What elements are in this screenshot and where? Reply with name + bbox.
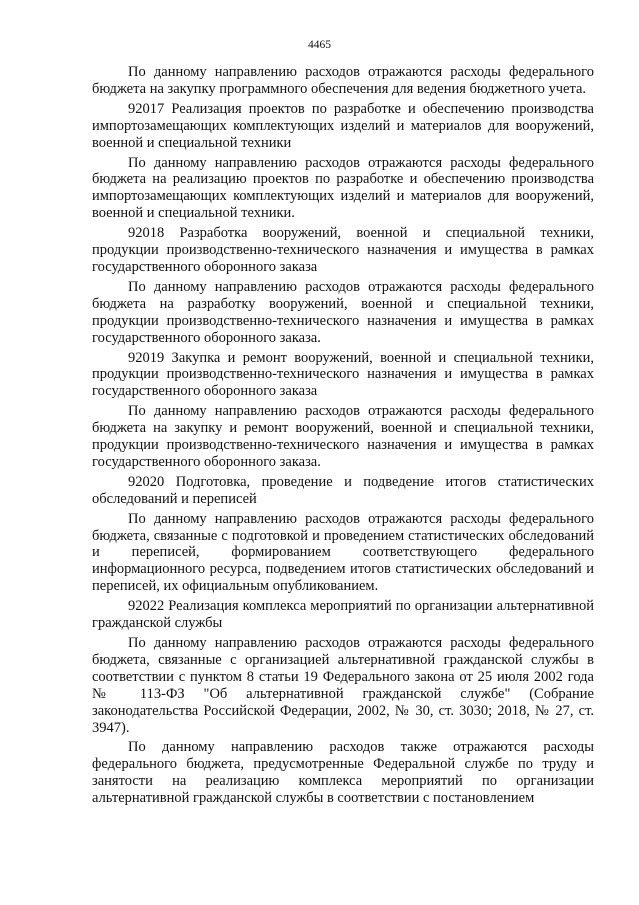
paragraph-expense-description: По данному направлению расходов также отражаются расходы федерального бюджета, предусмотренные Федеральной службе по труду и занятости на реализацию комплекса мероприятий по организации альтернативной гражданской службы в соответствии с постановлением [92, 739, 594, 807]
paragraph-code-heading: 92017 Реализация проектов по разработке и обеспечению производства импортозамещающих комплектующих изделий и материалов для вооружений, военной и специальной техники [92, 100, 594, 151]
paragraph-expense-description: По данному направлению расходов отражаются расходы федерального бюджета на закупку программного обеспечения для ведения бюджетного учета. [92, 64, 594, 97]
paragraph-expense-description: По данному направлению расходов отражаются расходы федерального бюджета, связанные с подготовкой и проведением статистических обследований и переписей, формированием соответствующего федерального информационного ресурса, подведением итогов статистических обследований и переписей, их официальным опубликованием. [92, 510, 594, 595]
paragraph-expense-description: По данному направлению расходов отражаются расходы федерального бюджета на разработку вооружений, военной и специальной техники, продукции производственно-технического назначения и имущества в рамках государственного оборонного заказа. [92, 278, 594, 346]
paragraph-expense-description: По данному направлению расходов отражаются расходы федерального бюджета на закупку и ремонт вооружений, военной и специальной техники, продукции производственно-технического назначения и имущества в рамках государственного оборонного заказа. [92, 403, 594, 470]
paragraph-code-heading: 92019 Закупка и ремонт вооружений, военной и специальной техники, продукции производственно-технического назначения и имущества в рамках государственного оборонного заказа [92, 349, 594, 400]
page-number: 4465 [308, 39, 331, 51]
paragraph-expense-description: По данному направлению расходов отражаются расходы федерального бюджета на реализацию проектов по разработке и обеспечению производства импортозамещающих комплектующих изделий и материалов для вооружений, военной и специальной техники. [92, 154, 594, 222]
paragraph-expense-description: По данному направлению расходов отражаются расходы федерального бюджета, связанные с организацией альтернативной гражданской службы в соответствии с пунктом 8 статьи 19 Федерального закона от 25 июля 2002 года № 113-ФЗ "Об альтернативной гражданской службе" (Собрание законодательства Российской Федерации, 2002, № 30, ст. 3030; 2018, № 27, ст. 3947). [92, 635, 594, 736]
paragraph-code-heading: 92020 Подготовка, проведение и подведение итогов статистических обследований и переписей [92, 473, 594, 507]
paragraph-code-heading: 92022 Реализация комплекса мероприятий по организации альтернативной гражданской службы [92, 598, 594, 632]
document-body [92, 64, 594, 807]
paragraph-code-heading: 92018 Разработка вооружений, военной и специальной техники, продукции производственно-технического назначения и имущества в рамках государственного оборонного заказа [92, 225, 594, 275]
